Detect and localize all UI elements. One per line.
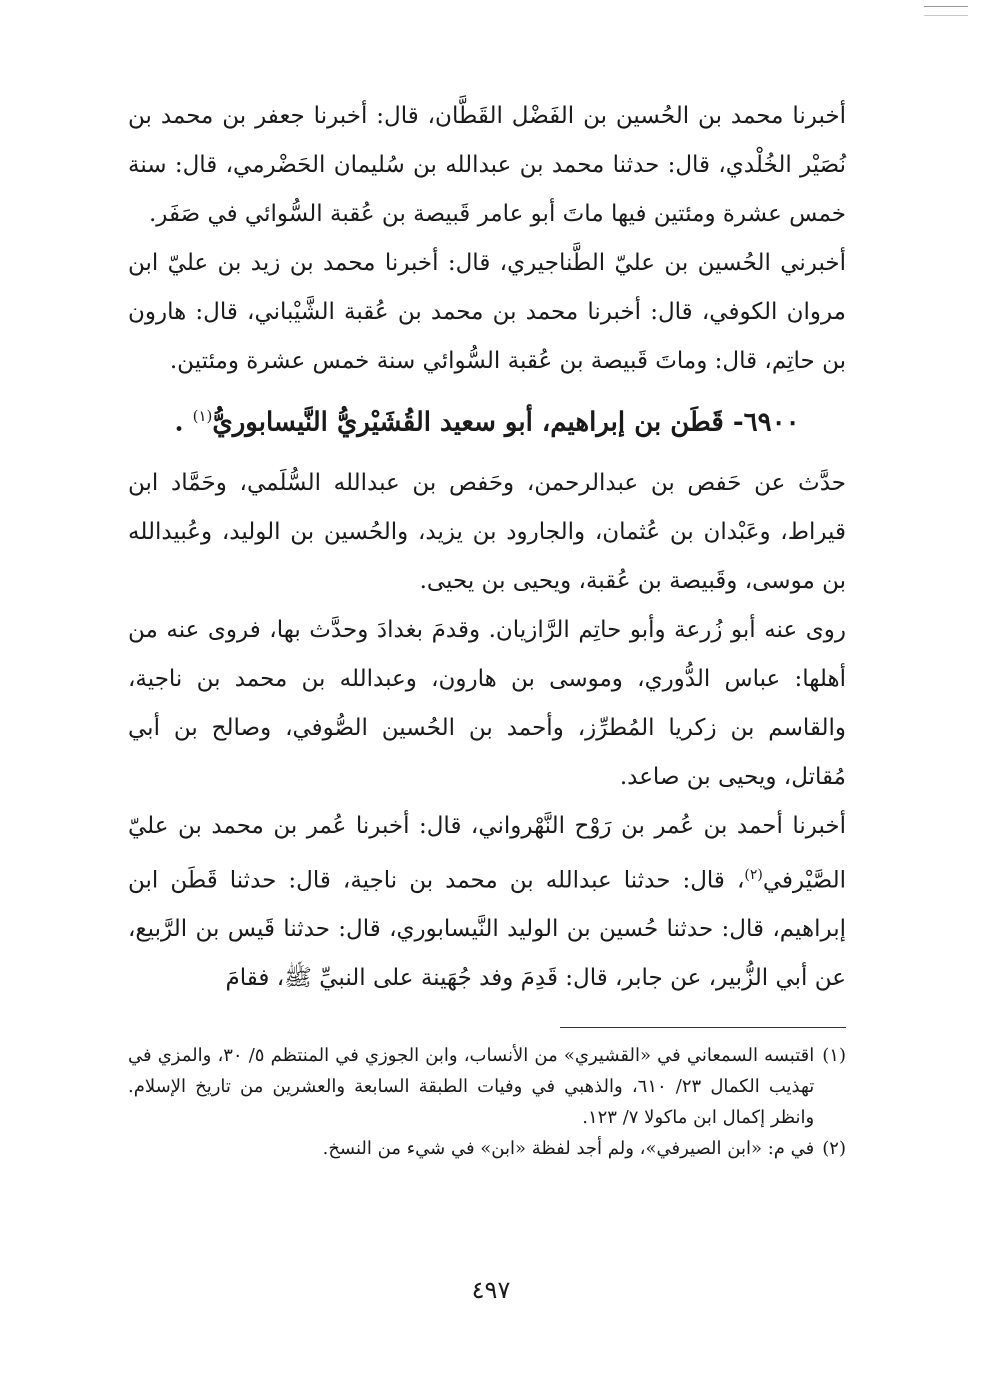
footnote-2-number: (٢)	[822, 1138, 846, 1159]
footnote-1-text: اقتبسه السمعاني في «القشيري» من الأنساب، وابن الجوزي في المنتظم ٥/ ٣٠، والمزي في تهذيب الكمال ٢٣/ ٦١٠، والذهبي في وفيات الطبقة السابعة والعشرين من تاريخ الإسلام. وانظر إكمال ابن ماكولا ٧/ ١٢٣.	[128, 1045, 815, 1128]
paragraph-4: روى عنه أبو زُرعة وأبو حاتِم الرَّازيان. وقدمَ بغدادَ وحدَّث بها، فروى عنه من أهلها: عباس الدُّوري، وموسى بن هارون، وعبدالله بن محمد بن ناجية، والقاسم بن زكريا المُطرِّز، وأحمد بن الحُسين الصُّوفي، وصالح بن أبي مُقاتل، ويحيى بن صاعد.	[128, 616, 846, 790]
footnote-1	[128, 1040, 846, 1133]
paragraph-1: أخبرنا محمد بن الحُسين بن الفَضْل القَطَّان، قال: أخبرنا جعفر بن محمد بن نُصَيْر الخُلْدي، قال: حدثنا محمد بن عبدالله بن سُليمان الحَضْرمي، قال: سنة خمس عشرة ومئتين فيها ماتَ أبو عامر قَبيصة بن عُقبة السُّوائي في صَفَر.	[128, 103, 846, 227]
entry-heading	[128, 390, 846, 449]
footnote-2	[128, 1133, 846, 1164]
entry-heading-footnote-ref: (١)	[192, 407, 213, 425]
page-number: ٤٩٧	[471, 1276, 511, 1304]
scan-corner-mark	[924, 6, 968, 16]
page-body	[128, 92, 846, 1003]
footnote-2-text: في م: «ابن الصيرفي»، ولم أجد لفظة «ابن» في شيء من النسخ.	[322, 1138, 815, 1159]
entry-heading-end: .	[174, 407, 184, 438]
entry-heading-text: ٦٩٠٠- قَطَن بن إبراهيم، أبو سعيد القُشَيْريُّ النَّيسابوريُّ	[212, 407, 800, 438]
entry-text	[128, 459, 846, 1004]
paragraph-5-footnote-ref: (٢)	[744, 866, 763, 883]
footnote-separator	[560, 1027, 846, 1028]
main-text	[128, 92, 846, 386]
footnote-1-number: (١)	[822, 1045, 846, 1066]
paragraph-5	[128, 802, 846, 1004]
paragraph-2: أخبرني الحُسين بن عليّ الطَّناجيري، قال: أخبرنا محمد بن زيد بن عليّ ابن مروان الكوفي، قال: أخبرنا محمد بن محمد بن عُقبة الشَّيْباني، قال: هارون بن حاتِم، قال: وماتَ قَبيصة بن عُقبة السُّوائي سنة خمس عشرة ومئتين.	[128, 250, 846, 374]
paragraph-3: حدَّث عن حَفص بن عبدالرحمن، وحَفص بن عبدالله السُّلَمي، وحَمَّاد ابن قيراط، وعَبْدان بن عُثمان، والجارود بن يزيد، والحُسين بن الوليد، وعُبيدالله بن موسى، وقَبيصة بن عُقبة، ويحيى بن يحيى.	[128, 469, 846, 594]
paragraph-5-part-a: أخبرنا أحمد بن عُمر بن رَوْح النَّهْرواني، قال: أخبرنا عُمر بن محمد بن عليّ الصَّيْرفي	[128, 812, 846, 894]
paragraph-5-part-b: ، قال: حدثنا عبدالله بن محمد بن ناجية، قال: حدثنا قَطَن ابن إبراهيم، قال: حدثنا حُسين بن الوليد النَّيسابوري، قال: حدثنا قَيس بن الرَّبيع، عن أبي الزُّبير، عن جابر، قال: قَدِمَ وفد جُهَينة على النبيِّ ﷺ، فقامَ	[128, 867, 846, 992]
footnotes	[128, 1040, 846, 1164]
